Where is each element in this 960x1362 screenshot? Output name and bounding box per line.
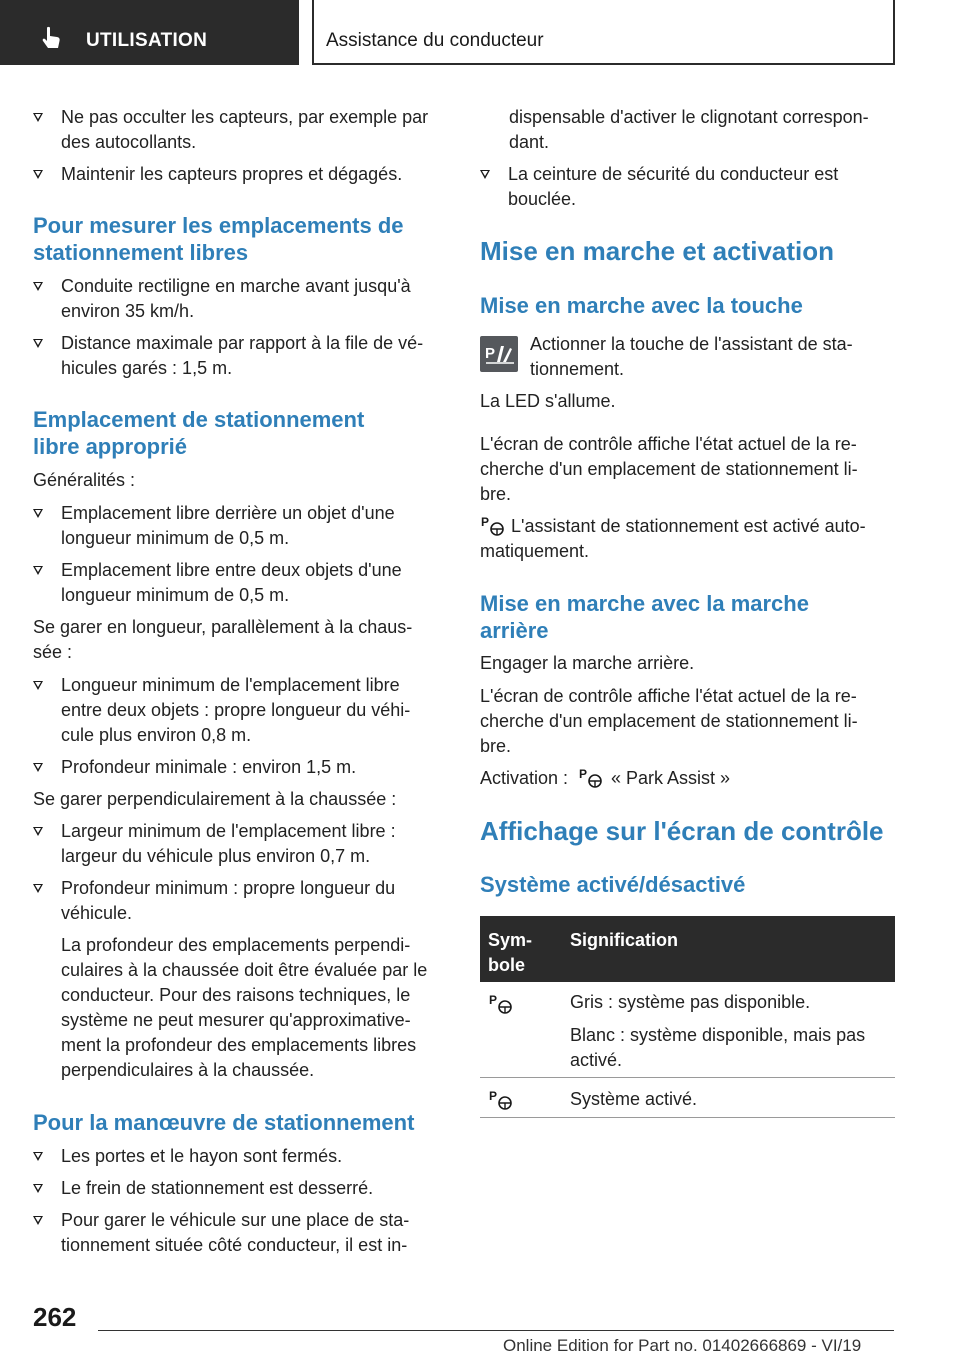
bullet-item: Les portes et le hayon sont fermés.: [33, 1144, 342, 1169]
svg-text:P: P: [485, 345, 496, 362]
table-row: Gris : système pas disponible. Blanc : système disponible, mais pas activé.: [570, 992, 866, 1070]
svg-text:P: P: [579, 767, 588, 781]
park-assist-active-icon: [488, 1088, 514, 1112]
paragraph: Activation :: [480, 768, 569, 788]
table-row: Système activé.: [570, 1089, 698, 1109]
paragraph: La LED s'allume.: [480, 391, 616, 411]
subheading: Mise en marche avec la touche: [480, 293, 803, 318]
bullet-item: Largeur minimum de l'emplacement libre : largeur du véhicule plus environ 0,7 m.: [33, 819, 396, 869]
bullet-item: Distance maximale par rapport à la file de vé- hicules garés : 1,5 m.: [33, 331, 423, 381]
bullet-item: Ne pas occulter les capteurs, par exemple par des autocollants.: [33, 105, 428, 155]
svg-text:P: P: [489, 993, 498, 1007]
subheading: Mise en marche avec la marche arrière: [480, 591, 809, 643]
table-divider: [480, 1117, 895, 1118]
paragraph: L'écran de contrôle affiche l'état actuel de la re- cherche d'un emplacement de stationnement li- bre.: [480, 686, 858, 756]
bullet-triangle-icon: [33, 1184, 43, 1193]
paragraph: Engager la marche arrière.: [480, 653, 695, 673]
bullet-item: Longueur minimum de l'emplacement libre entre deux objets : propre longueur du véhi- cule plus environ 0,8 m.: [33, 673, 410, 748]
table-header: [480, 916, 895, 982]
bullet-triangle-icon: [480, 170, 490, 179]
menu-item-reference: « Park Assist »: [611, 768, 731, 788]
svg-text:P: P: [489, 1089, 498, 1103]
park-assist-button-icon: [480, 336, 518, 372]
bullet-triangle-icon: [33, 113, 43, 122]
column-header-symbol: Sym- bole: [488, 930, 533, 975]
paragraph: Actionner la touche de l'assistant de sta- tionnement.: [530, 334, 853, 379]
header-divider: [893, 0, 895, 65]
park-assist-grey-icon: [488, 992, 514, 1016]
svg-text:P: P: [481, 515, 490, 529]
paragraph: dispensable d'activer le clignotant correspon- dant.: [509, 107, 869, 152]
subheading: Pour mesurer les emplacements de stationnement libres: [33, 213, 404, 265]
bullet-triangle-icon: [33, 681, 43, 690]
paragraph: L'écran de contrôle affiche l'état actuel de la re- cherche d'un emplacement de stationnement li- bre.: [480, 434, 858, 504]
subheading: Emplacement de stationnement libre approprié: [33, 407, 365, 459]
bullet-item: Profondeur minimale : environ 1,5 m.: [33, 755, 356, 780]
hand-pointer-icon: [40, 26, 62, 50]
section-heading: Affichage sur l'écran de contrôle: [480, 816, 884, 846]
bullet-item: Maintenir les capteurs propres et dégagés.: [33, 162, 402, 187]
chapter-title: Assistance du conducteur: [326, 30, 544, 51]
paragraph: Se garer perpendiculairement à la chaussée :: [33, 789, 397, 809]
bullet-item: Le frein de stationnement est desserré.: [33, 1176, 373, 1201]
footer-rule: [98, 1330, 894, 1331]
section-label: UTILISATION: [86, 30, 208, 51]
bullet-triangle-icon: [33, 763, 43, 772]
bullet-triangle-icon: [33, 1216, 43, 1225]
bullet-triangle-icon: [33, 884, 43, 893]
subheading: Système activé/désactivé: [480, 872, 746, 897]
park-assist-icon: [578, 766, 604, 790]
table-divider: [480, 1077, 895, 1078]
bullet-triangle-icon: [33, 282, 43, 291]
paragraph: Généralités :: [33, 470, 136, 490]
bullet-triangle-icon: [33, 827, 43, 836]
bullet-triangle-icon: [33, 339, 43, 348]
bullet-item: La ceinture de sécurité du conducteur est bouclée.: [480, 162, 838, 212]
page-number: 262: [33, 1302, 77, 1332]
bullet-triangle-icon: [33, 566, 43, 575]
subheading: Pour la manœuvre de stationnement: [33, 1110, 415, 1135]
section-tab: [0, 0, 299, 65]
paragraph: Se garer en longueur, parallèlement à la chaus- sée :: [33, 617, 413, 662]
section-heading: Mise en marche et activation: [480, 236, 835, 266]
bullet-item: Emplacement libre entre deux objets d'une longueur minimum de 0,5 m.: [33, 558, 402, 608]
bullet-item: Conduite rectiligne en marche avant jusqu'à environ 35 km/h.: [33, 274, 411, 324]
header-rule: [312, 63, 895, 65]
bullet-triangle-icon: [33, 509, 43, 518]
bullet-item: Pour garer le véhicule sur une place de sta- tionnement située côté conducteur, il est in-: [33, 1208, 409, 1258]
column-header-meaning: Signification: [570, 930, 678, 950]
edition-note: Online Edition for Part no. 01402666869 - VI/19: [503, 1336, 862, 1355]
paragraph: La profondeur des emplacements perpendi- culaires à la chaussée doit être évaluée par le conducteur. Pour des raisons techniques, le système ne peut mesurer qu'approximative- ment la profondeur des emplacements libres perpendiculaires à la chaussée.: [61, 935, 428, 1080]
paragraph: L'assistant de stationnement est activé auto- matiquement.: [480, 516, 866, 561]
bullet-item: Emplacement libre derrière un objet d'une longueur minimum de 0,5 m.: [33, 501, 395, 551]
bullet-triangle-icon: [33, 1152, 43, 1161]
bullet-item: Profondeur minimum : propre longueur du véhicule.: [33, 876, 395, 926]
bullet-triangle-icon: [33, 170, 43, 179]
park-assist-icon: [480, 336, 518, 372]
header-divider: [312, 0, 314, 65]
